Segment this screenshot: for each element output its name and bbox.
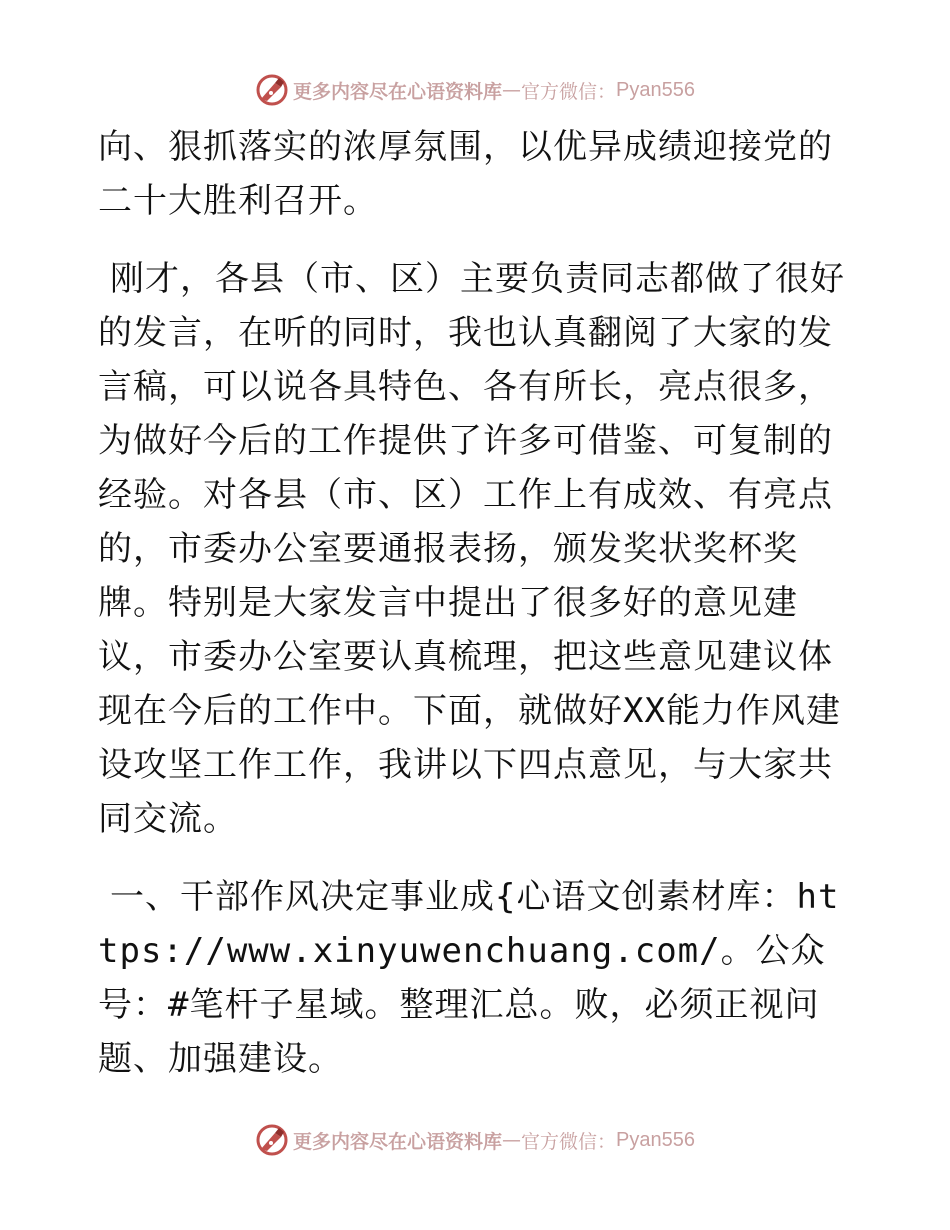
banner-wechat-label: 官方微信： [521, 1130, 617, 1153]
document-body [98, 120, 858, 1110]
banner-wechat-id: Pyan556 [616, 1128, 695, 1151]
banner-brand-text: 更多内容尽在心语资料库 [293, 1130, 503, 1153]
paragraph-2: 刚才，各县（市、区）主要负责同志都做了很好的发言，在听的同时，我也认真翻阅了大家的发言稿，可以说各具特色、各有所长，亮点很多，为做好今后的工作提供了许多可借鉴、可复制的经验。对各县（市、区）工作上有成效、有亮点的，市委办公室要通报表扬，颁发奖状奖杯奖牌。特别是大家发言中提出了很多好的意见建议，市委办公室要认真梳理，把这些意见建议体现在今后的工作中。下面，就做好XX能力作风建设攻坚工作工作，我讲以下四点意见，与大家共同交流。 [98, 259, 845, 839]
header-banner [0, 70, 950, 110]
paragraph-1: 向、狠抓落实的浓厚氛围，以优异成绩迎接党的二十大胜利召开。 [98, 127, 833, 221]
pen-nib-logo-icon [255, 1123, 289, 1157]
pen-nib-logo-icon [255, 73, 289, 107]
banner-brand-text: 更多内容尽在心语资料库 [293, 80, 503, 103]
banner-wechat-label: 官方微信： [521, 80, 617, 103]
footer-banner [0, 1120, 950, 1160]
banner-wechat-id: Pyan556 [616, 78, 695, 101]
banner-separator: — [502, 1129, 522, 1151]
banner-separator: — [502, 79, 522, 101]
paragraph-3: 一、干部作风决定事业成{心语文创素材库：https://www.xinyuwenchuang.com/。公众号：#笔杆子星域。整理汇总。败，必须正视问题、加强建设。 [98, 877, 840, 1079]
